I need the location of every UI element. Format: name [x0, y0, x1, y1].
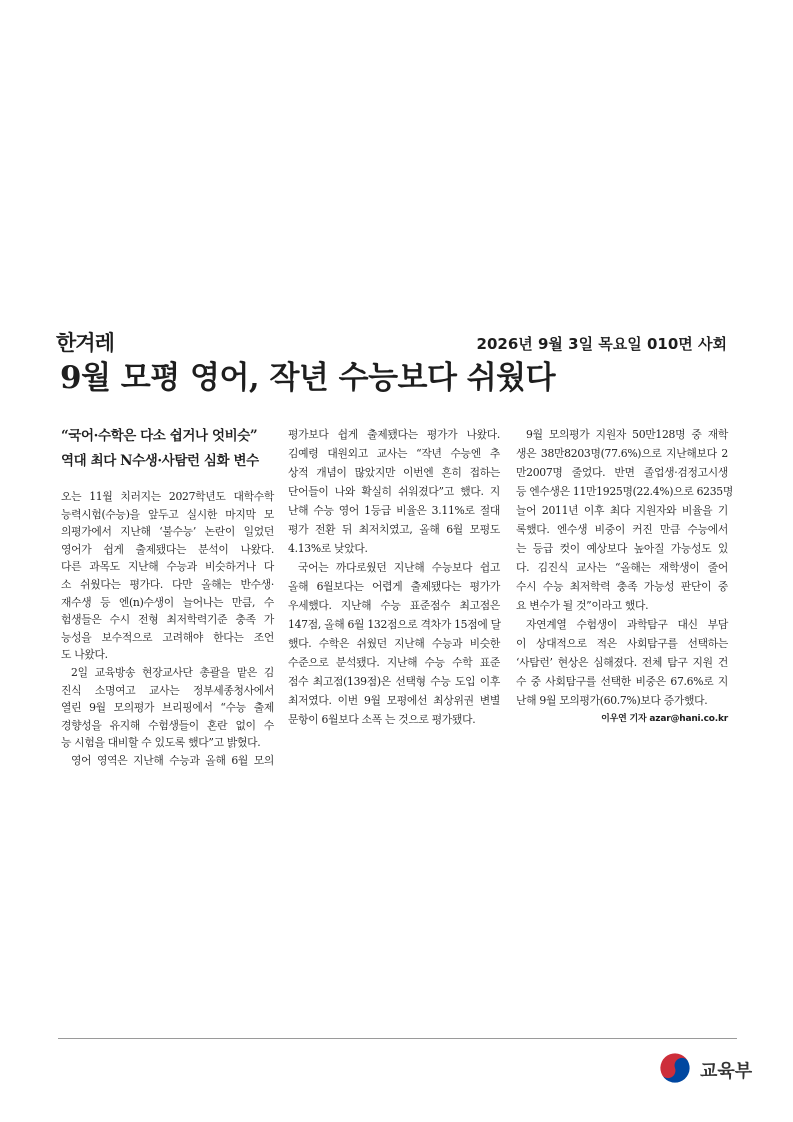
article-line: 147점, 올해 6월 132점으로 격차가 15점에 달 — [288, 618, 501, 631]
dateline: 2026년 9월 3일 목요일 010면 사회 — [476, 335, 727, 353]
footer-divider — [58, 1038, 737, 1039]
article-line: 영어가 쉽게 출제됐다는 분석이 나왔다. — [61, 542, 274, 556]
article-line: 자연계열 수험생이 과학탐구 대신 부담 — [526, 618, 728, 631]
article-line: 의평가에서 지난해 ‘불수능’ 논란이 일었던 — [61, 525, 274, 539]
article-line: 이 상대적으로 적은 사회탐구를 선택하는 — [516, 637, 728, 650]
article-line: 열린 9월 모의평가 브리핑에서 “수능 출제 — [61, 701, 274, 715]
article-line: 생은 38만8203명(77.6%)으로 지난해보다 2 — [516, 447, 728, 460]
article-line: 수 중 사회탐구를 선택한 비중은 67.6%로 지 — [516, 675, 728, 688]
article-line: 평가 전환 뒤 최저치였고, 올해 6월 모평도 — [288, 523, 500, 536]
article-line: 국어는 까다로웠던 지난해 수능보다 쉽고 — [298, 561, 500, 574]
article-line: 김예령 대원외고 교사는 “작년 수능엔 추 — [288, 447, 500, 460]
article-line: 2일 교육방송 현장교사단 총괄을 맡은 김 — [71, 665, 274, 679]
article-column-1 — [61, 488, 274, 770]
article-line: 우세했다. 지난해 수능 표준점수 최고점은 — [288, 599, 500, 612]
article-line: 요 변수가 될 것”이라고 했다. — [516, 599, 649, 612]
article-subheading: 역대 최다 N수생·사탐런 심화 변수 — [61, 453, 259, 469]
article-line: 다른 과목도 지난해 수능과 비슷하거나 다 — [61, 560, 274, 574]
publication-logo: 한겨레 — [56, 331, 114, 355]
article-line: 난해 9월 모의평가(60.7%)보다 증가했다. — [516, 694, 708, 707]
article-line: 수준으로 분석됐다. 지난해 수능 수학 표준 — [288, 656, 500, 669]
article-line: 4.13%로 낮았다. — [288, 542, 368, 555]
article-line: ‘사탐런’ 현상은 심해졌다. 전체 탐구 지원 건 — [516, 656, 728, 669]
article-line: 도 나왔다. — [61, 648, 108, 662]
article-line: 험생들은 수시 전형 최저학력기준 충족 가 — [61, 613, 274, 627]
article-line: 최저였다. 이번 9월 모평에선 최상위권 변별 — [288, 694, 500, 707]
article-line: 9월 모의평가 지원자 50만128명 중 재학 — [526, 428, 728, 441]
article-subheading: “국어·수학은 다소 쉽거나 엇비슷” — [61, 428, 258, 444]
article-line: 단어들이 나와 확실히 쉬워졌다”고 했다. 지 — [288, 485, 500, 498]
article-line: 재수생 등 엔(n)수생이 늘어나는 만큼, 수 — [61, 595, 274, 609]
article-headline: 9월 모평 영어, 작년 수능보다 쉬웠다 — [60, 360, 556, 396]
article-line: 만2007명 줄었다. 반면 졸업생·검정고시생 — [516, 466, 728, 479]
article-line: 는 등급 컷이 예상보다 높아질 가능성도 있 — [516, 542, 728, 555]
article-line: 능 시험을 대비할 수 있도록 했다”고 밝혔다. — [61, 736, 261, 750]
article-line: 올해 6월보다는 어렵게 출제됐다는 평가가 — [288, 580, 500, 593]
article-column-3 — [516, 425, 734, 729]
article-subheadings — [61, 424, 274, 474]
article-line: 난해 수능 영어 1등급 비율은 3.11%로 절대 — [288, 504, 500, 517]
article-line: 록했다. 엔수생 비중이 커진 만큼 수능에서 — [516, 523, 728, 536]
ministry-name: 교육부 — [700, 1061, 753, 1082]
article-line: 능력시험(수능)을 앞두고 실시한 마지막 모 — [61, 507, 274, 521]
article-line: 평가보다 쉽게 출제됐다는 평가가 나왔다. — [288, 428, 500, 441]
article-line: 늘어 2011년 이후 최다 지원자와 비율을 기 — [516, 504, 728, 517]
byline: 이우연 기자 azar@hani.co.kr — [601, 714, 728, 724]
article-line: 진식 소명여고 교사는 정부세종청사에서 — [61, 683, 274, 697]
article-line: 점수 최고점(139점)은 선택형 수능 도입 이후 — [288, 675, 500, 688]
article-line: 오는 11월 치러지는 2027학년도 대학수학 — [61, 490, 274, 503]
article-line: 경향성을 유지해 수험생들이 혼란 없이 수 — [61, 718, 274, 732]
article-line: 했다. 수학은 쉬웠던 지난해 수능과 비슷한 — [288, 637, 500, 650]
article-column-2 — [288, 425, 500, 729]
article-line: 다. 김진식 교사는 “올해는 재학생이 줄어 — [516, 561, 728, 574]
article-line: 능성을 보수적으로 고려해야 한다는 조언 — [61, 630, 274, 644]
article-line: 수시 수능 최저학력 충족 가능성 판단이 중 — [516, 580, 728, 593]
korea-government-taegeuk-icon — [657, 1050, 693, 1086]
article-line: 상적 개념이 많았지만 이번엔 흔히 접하는 — [288, 466, 500, 479]
article-line: 문항이 6월보다 소폭 는 것으로 평가됐다. — [288, 713, 476, 726]
article-line: 등 엔수생은 11만1925명(22.4%)으로 6235명 — [516, 485, 734, 498]
article-line: 소 쉬웠다는 평가다. 다만 올해는 반수생· — [61, 577, 274, 591]
article-line: 영어 영역은 지난해 수능과 올해 6월 모의 — [71, 753, 274, 767]
